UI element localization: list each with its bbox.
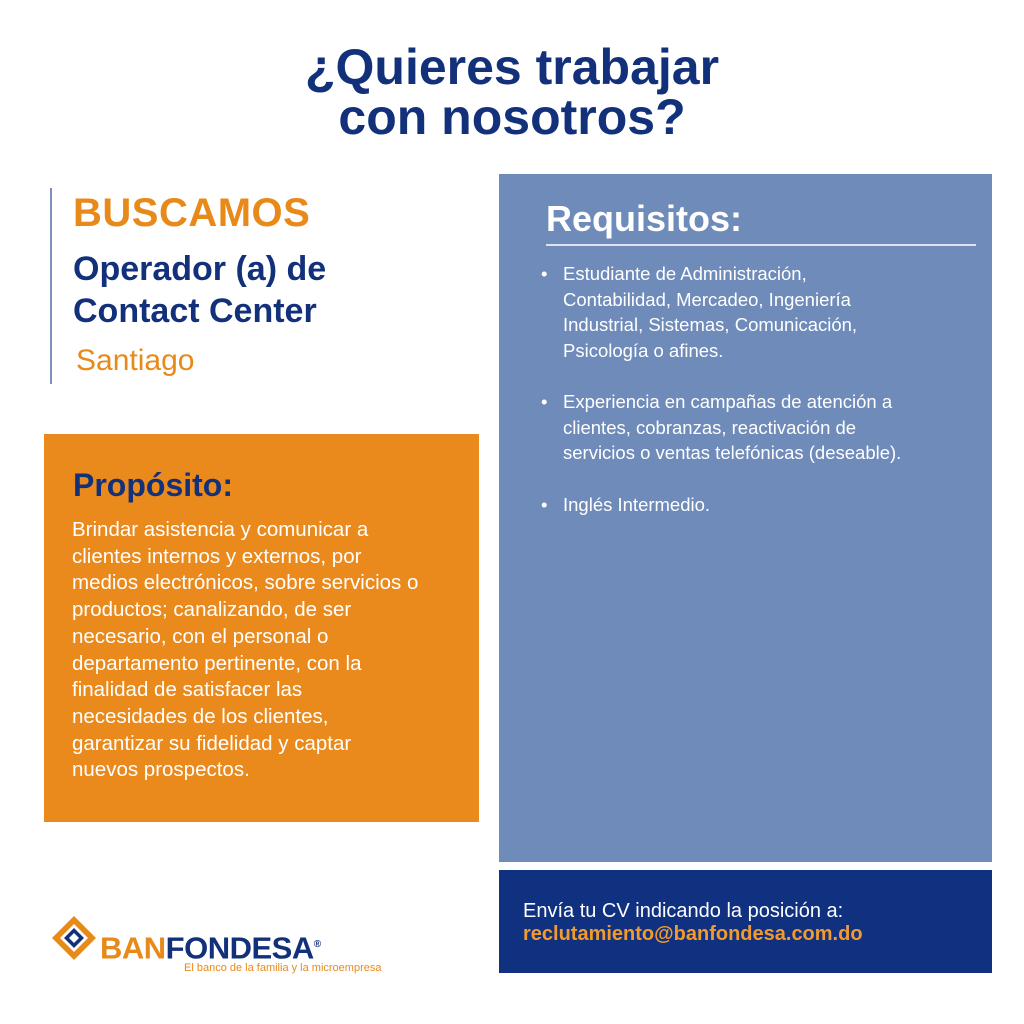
requirement-line: Psicología o afines. <box>563 339 724 361</box>
requirement-line: Inglés Intermedio. <box>563 493 711 515</box>
job-block <box>50 188 452 384</box>
purpose-line: necesario, con el personal o <box>72 624 329 648</box>
logo-wordmark <box>100 928 321 965</box>
requirement-line: clientes, cobranzas, reactivación de <box>563 416 857 438</box>
headline <box>0 39 1024 145</box>
job-title <box>73 248 326 332</box>
banfondesa-logo <box>50 914 382 980</box>
requirement-line: Estudiante de Administración, <box>563 263 807 284</box>
requirements-box <box>499 174 992 862</box>
job-location: Santiago <box>76 344 195 377</box>
purpose-text <box>72 517 472 784</box>
requirement-line: servicios o ventas telefónicas (deseable). <box>563 442 902 463</box>
logo-wordmark-fondesa: FONDESA <box>165 930 314 966</box>
purpose-line: necesidades de los clientes, <box>72 704 329 728</box>
bullet-icon: • <box>541 263 548 284</box>
requirement-item <box>541 261 901 363</box>
purpose-heading: Propósito: <box>73 467 233 503</box>
requirement-line: Experiencia en campañas de atención a <box>563 391 893 412</box>
headline-line-1: ¿Quieres trabajar <box>304 39 720 95</box>
cta-box <box>499 870 992 973</box>
logo-tagline: El banco de la familia y la microempresa <box>184 962 382 974</box>
requirements-divider <box>546 244 976 246</box>
purpose-line: finalidad de satisfacer las <box>72 678 303 702</box>
purpose-line: medios electrónicos, sobre servicios o <box>72 571 419 595</box>
purpose-line: Brindar asistencia y comunicar a <box>72 518 369 541</box>
purpose-line: nuevos prospectos. <box>72 758 250 782</box>
job-title-line-2: Contact Center <box>73 292 317 330</box>
diamond-logo-icon <box>50 914 98 962</box>
requirement-item <box>541 492 901 518</box>
requirements-list <box>541 261 901 543</box>
logo-wordmark-ban: BAN <box>100 930 166 966</box>
bullet-icon: • <box>541 391 548 412</box>
requirements-heading: Requisitos: <box>546 198 743 239</box>
requirement-item <box>541 389 901 466</box>
job-title-line-1: Operador (a) de <box>73 250 327 288</box>
buscamos-kicker: BUSCAMOS <box>73 191 311 235</box>
cta-text: Envía tu CV indicando la posición a: <box>523 900 844 922</box>
headline-line-2: con nosotros? <box>338 89 686 145</box>
bullet-icon: • <box>541 493 548 515</box>
registered-mark: ® <box>313 939 321 950</box>
purpose-line: productos; canalizando, de ser <box>72 598 352 622</box>
purpose-box <box>44 434 479 822</box>
requirement-line: Industrial, Sistemas, Comunicación, <box>563 314 858 335</box>
purpose-line: garantizar su fidelidad y captar <box>72 731 352 755</box>
cta-email-link[interactable]: reclutamiento@banfondesa.com.do <box>523 923 863 945</box>
purpose-line: clientes internos y externos, por <box>72 544 362 568</box>
purpose-line: departamento pertinente, con la <box>72 651 362 675</box>
requirement-line: Contabilidad, Mercadeo, Ingeniería <box>563 288 851 310</box>
